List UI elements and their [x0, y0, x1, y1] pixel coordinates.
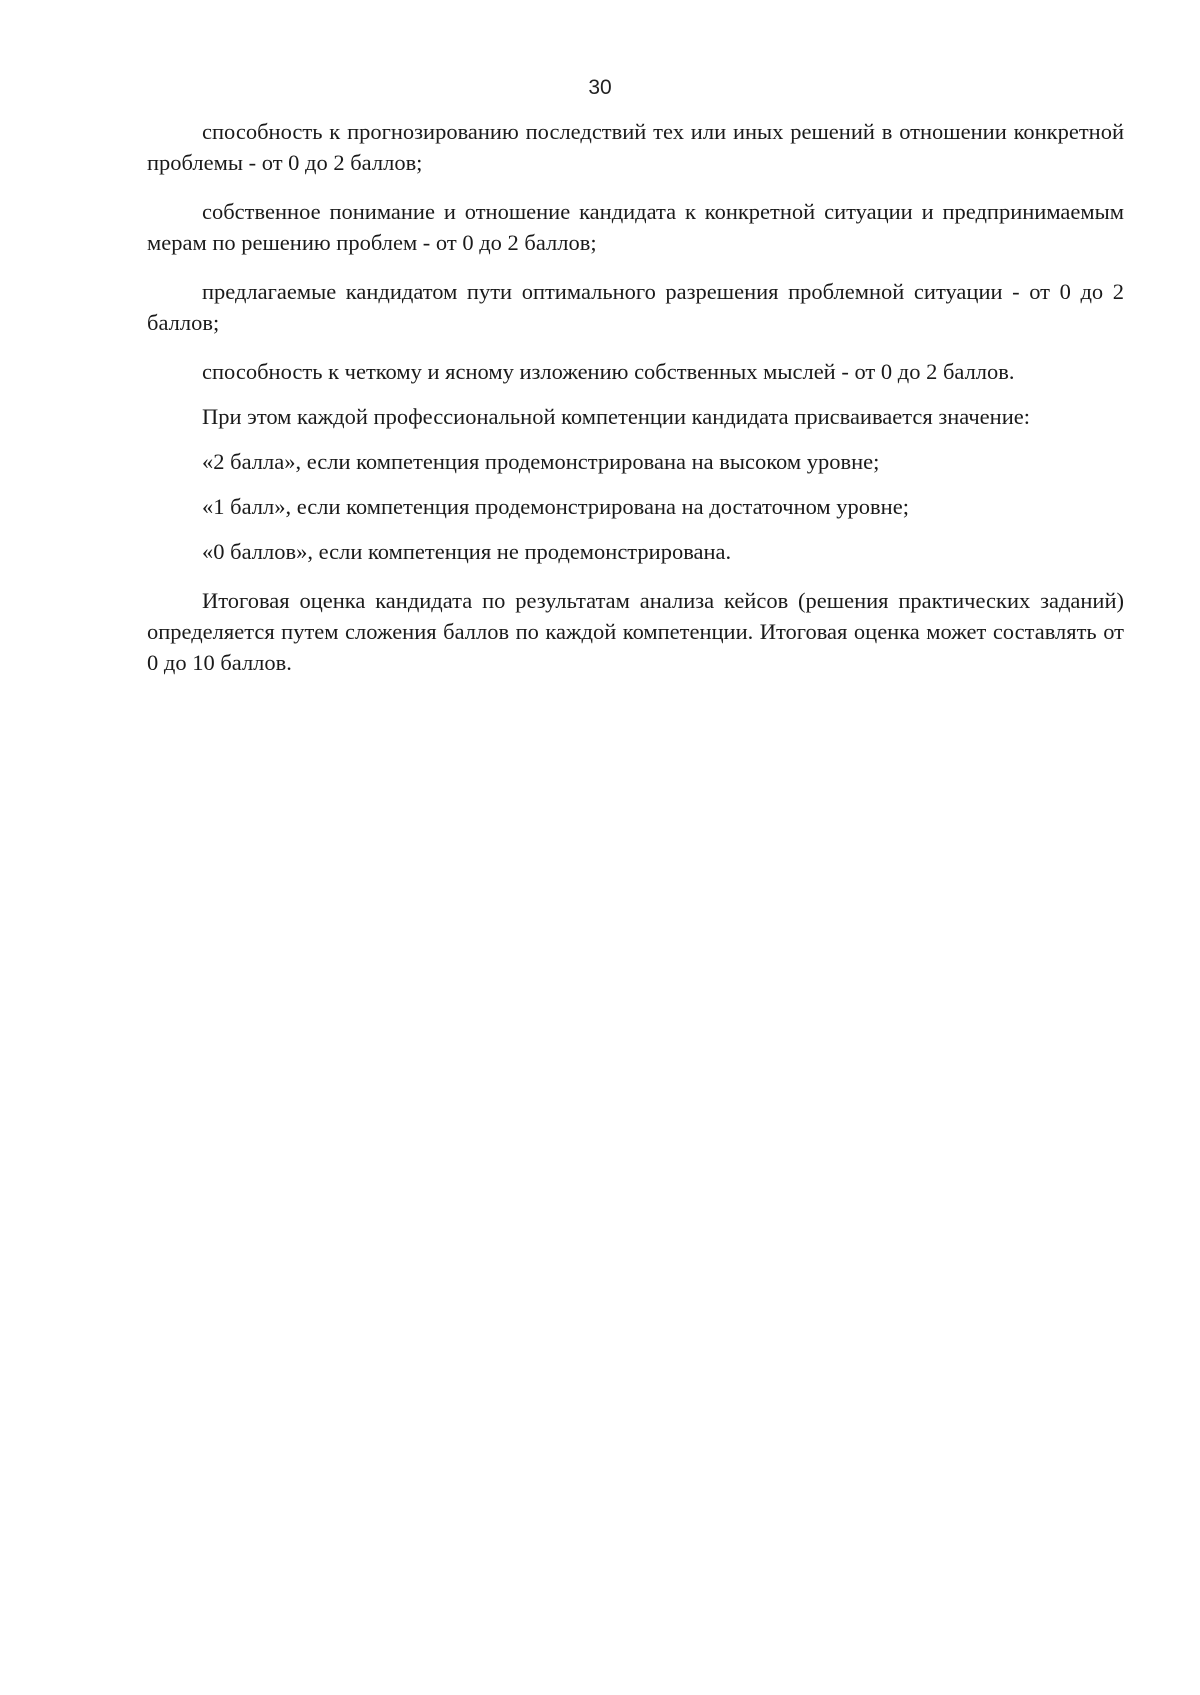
- paragraph-scoring-intro: При этом каждой профессиональной компетенции кандидата присваивается значение:: [202, 404, 1030, 429]
- paragraph-score-2: «2 балла», если компетенция продемонстрирована на высоком уровне;: [202, 449, 880, 474]
- paragraph-forecasting: способность к прогнозированию последствий тех или иных решений в отношении конкретной проблемы - от 0 до 2 баллов;: [147, 119, 1124, 175]
- paragraph-solutions: предлагаемые кандидатом пути оптимального разрешения проблемной ситуации - от 0 до 2 баллов;: [147, 279, 1124, 335]
- paragraph-score-0: «0 баллов», если компетенция не продемонстрирована.: [202, 539, 732, 564]
- document-body: [147, 116, 1124, 678]
- page-number: 30: [588, 76, 612, 99]
- paragraph-understanding: собственное понимание и отношение кандидата к конкретной ситуации и предпринимаемым мерам по решению проблем - от 0 до 2 баллов;: [147, 199, 1124, 255]
- paragraph-clarity: способность к четкому и ясному изложению собственных мыслей - от 0 до 2 баллов.: [202, 359, 1015, 384]
- paragraph-final-score: Итоговая оценка кандидата по результатам анализа кейсов (решения практических заданий) определяется путем сложения баллов по каждой компетенции. Итоговая оценка может составлять от 0 до 10 баллов.: [147, 588, 1124, 675]
- paragraph-score-1: «1 балл», если компетенция продемонстрирована на достаточном уровне;: [202, 494, 909, 519]
